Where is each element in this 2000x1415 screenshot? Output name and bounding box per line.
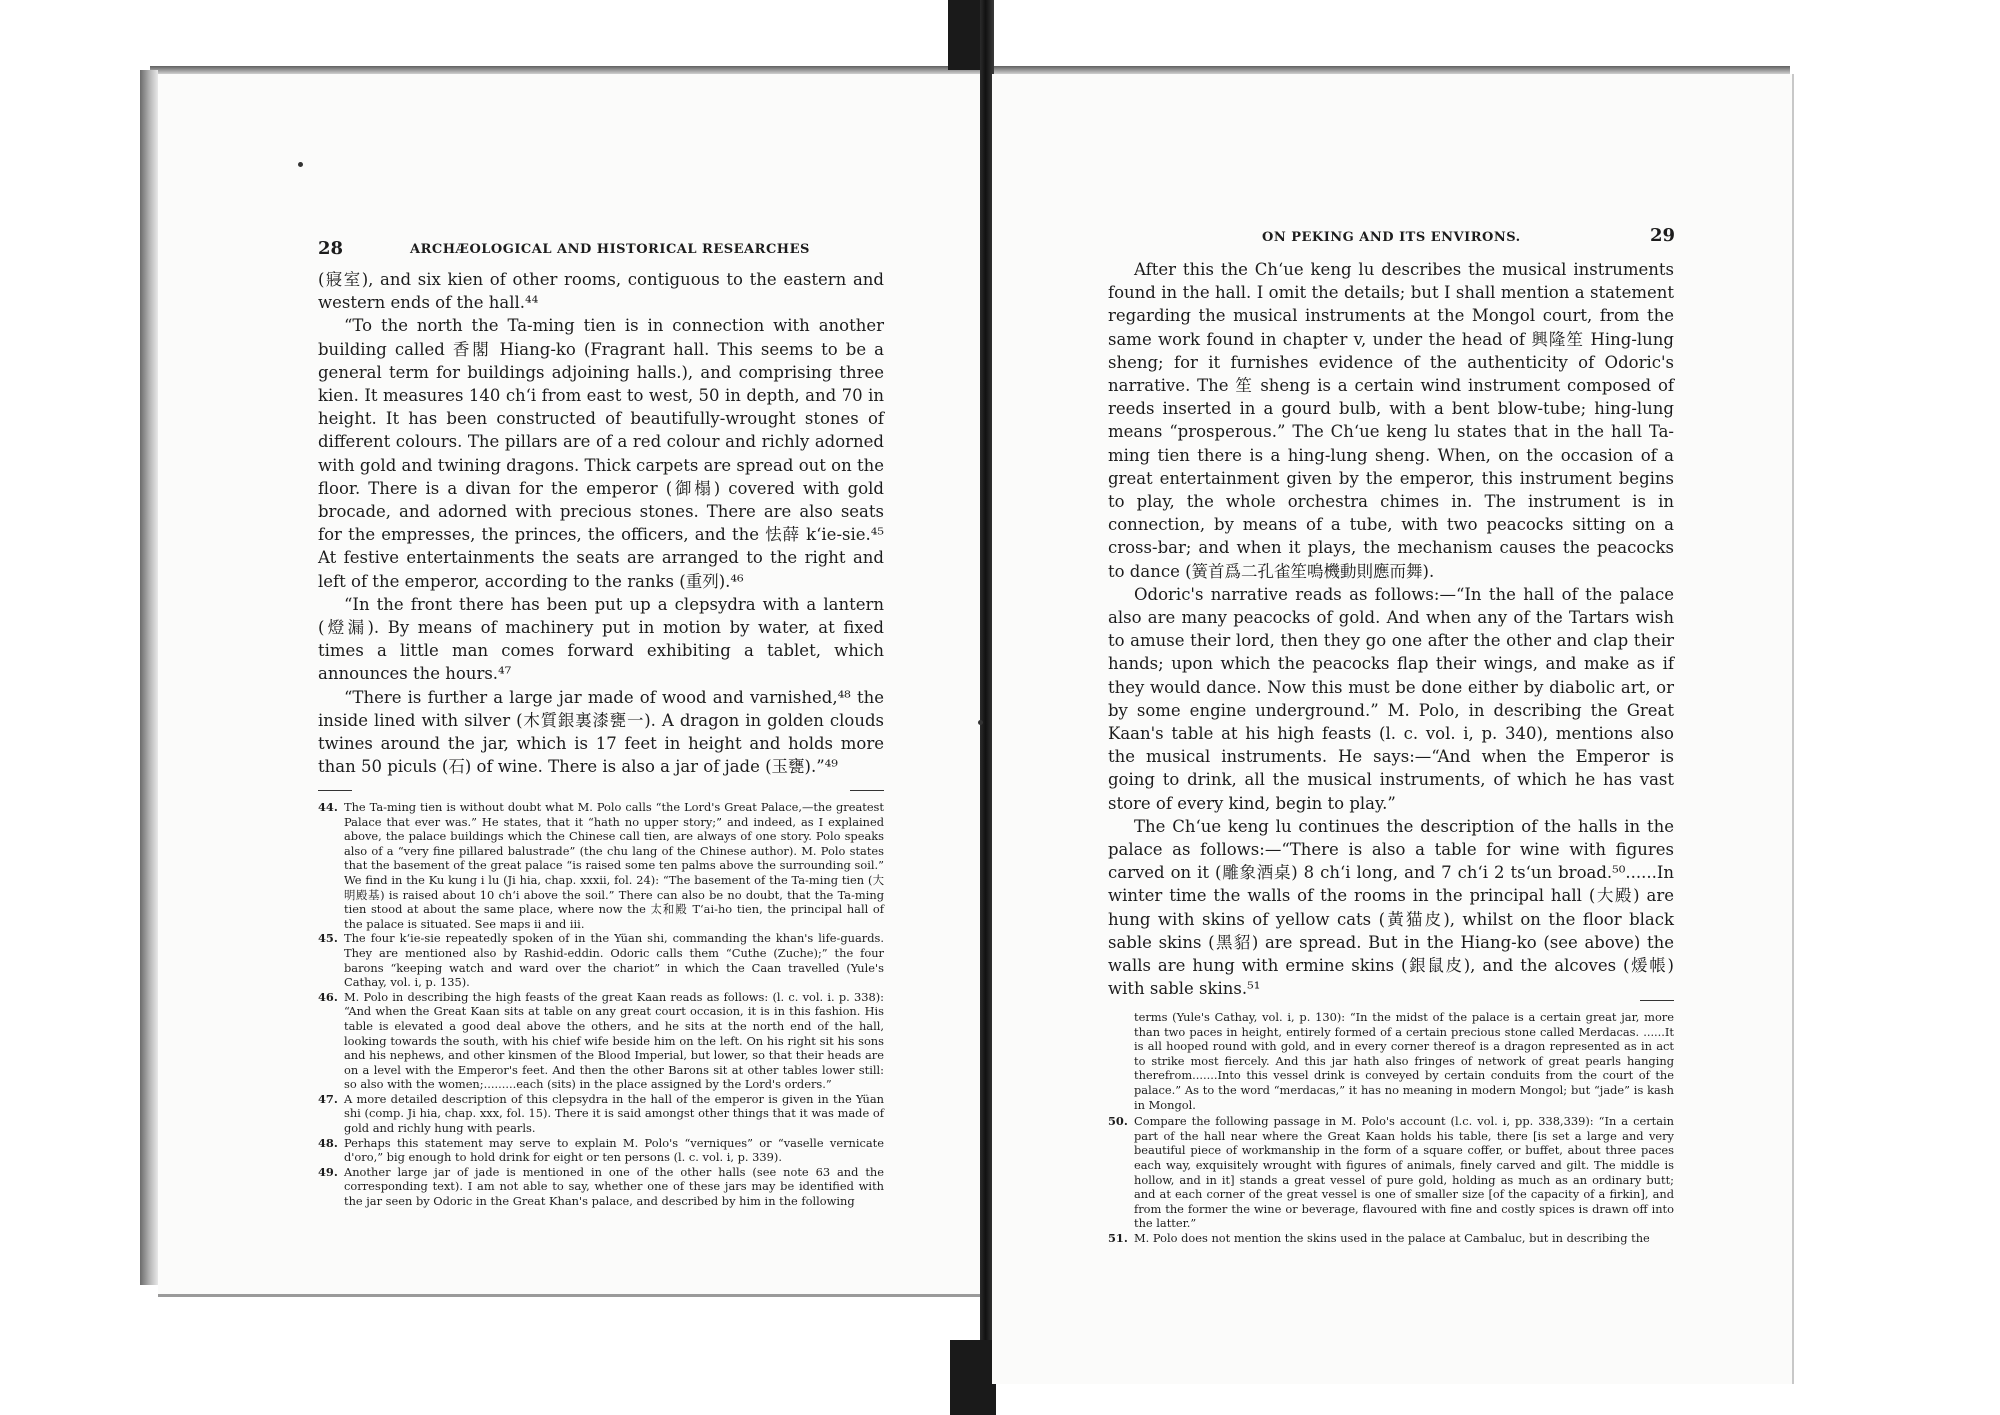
footnote (318, 1136, 884, 1165)
footnote-text: A more detailed description of this clepsydra in the hall of the emperor is given in the Yüan shi (comp. Ji hia, chap. xxx, fol. 15). There it is said amongst other things that it was made of gold and richly hung with pearls. (344, 1091, 884, 1136)
left-paragraph: “There is further a large jar made of wood and varnished,⁴⁸ the inside lined with silver (木質銀裏漆甕一). A dragon in golden clouds twines around the jar, which is 17 feet in height and holds more than 50 piculs (石) of wine. There is also a jar of jade (玉甕).”⁴⁹ (318, 687, 884, 777)
footnote-text: The four k‘ie-sie repeatedly spoken of in the Yüan shi, commanding the khan's life-guards. They are mentioned also by Rashid-eddin. Odoric calls them “Cuthe (Zuche);” the four barons “keeping watch and ward over the chariot” in which the Caan travelled (Yule's Cathay, vol. i, p. 135). (344, 931, 884, 990)
right-body-text (1108, 258, 1674, 1001)
footnote-number: 47. (318, 1091, 338, 1106)
right-footnote-rule (1640, 1000, 1674, 1001)
print-speck (978, 720, 983, 725)
right-paragraph: Odoric's narrative reads as follows:—“In the hall of the palace also are many peacocks of gold. And when any of the Tartars wish to amuse their lord, then they go one after the other and clap their hands; upon which the peacocks flap their wings, and make as if they would dance. Now this must be done either by diabolic art, or by some engine underground.” M. Polo, in describing the Great Kaan's table at his high feasts (l. c. vol. i, p. 340), mentions also the musical instruments. He says:—“And when the Emperor is going to drink, all the musical instruments, of which he has vast store of every kind, begin to play.” (1108, 584, 1674, 813)
footnote (1108, 1231, 1674, 1246)
footnote (318, 1092, 884, 1136)
footnote-text: M. Polo does not mention the skins used in the palace at Cambaluc, but in describing the (1134, 1230, 1650, 1245)
footnote-number: 49. (318, 1164, 338, 1179)
footnote (318, 990, 884, 1092)
left-page-number: 28 (318, 238, 344, 259)
right-running-header: ON PEKING AND ITS ENVIRONS. (1262, 230, 1521, 245)
left-running-header: ARCHÆOLOGICAL AND HISTORICAL RESEARCHES (410, 242, 810, 257)
left-footnotes (318, 800, 884, 1209)
footnote (318, 800, 884, 931)
footnote-number: 44. (318, 800, 338, 814)
left-paragraph: “To the north the Ta-ming tien is in connection with another building called 香閣 Hiang-ko (Fragrant hall. This seems to be a general term for buildings adjoining halls.), and comprising three kien. It measures 140 ch‘i from east to west, 50 in depth, and 70 in height. It has been constructed of beautifully-wrought stones of different colours. The pillars are of a red colour and richly adorned with gold and twining dragons. Thick carpets are spread out on the floor. There is a divan for the emperor (御榻) covered with gold brocade, and adorned with precious stones. There are also seats for the empresses, the princes, the officers, and the 怯薛 k‘ie-sie.⁴⁵ At festive entertainments the seats are arranged to the right and left of the emperor, according to the ranks (重列).⁴⁶ (318, 316, 884, 591)
footnote-text: M. Polo in describing the high feasts of the great Kaan reads as follows: (l. c. vol. i. p. 338): “And when the Great Kaan sits at table on any great court occasion, it is in this fashion. His table is elevated a good deal above the others, and he sits at the north end of the hall, looking towards the south, with his chief wife beside him on the left. On his right sit his sons and his nephews, and other kinsmen of the Blood Imperial, but lower, so that their heads are on a level with the Emperor's feet. And then the other Barons sit at other tables lower still: so also with the women;.........each (sits) in the place assigned by the Lord's orders.” (344, 989, 884, 1092)
footnote (318, 1165, 884, 1209)
footnote-text: Another large jar of jade is mentioned in one of the other halls (see note 63 and the corresponding text). I am not able to say, whether one of these jars may be identified with the jar seen by Odoric in the Great Khan's palace, and described by him in the following (344, 1164, 884, 1209)
footnote-text: Perhaps this statement may serve to explain M. Polo's “verniques” or “vaselle vernicate d'oro,” big enough to hold drink for eight or ten persons (l. c. vol. i, p. 339). (344, 1135, 884, 1165)
right-paragraph: After this the Ch‘ue keng lu describes the musical instruments found in the hall. I omit the details; but I shall mention a statement regarding the musical instruments at the Mongol court, from the same work found in chapter v, under the head of 興隆笙 Hing-lung sheng; for it furnishes evidence of the authenticity of Odoric's narrative. The 笙 sheng is a certain wind instrument composed of reeds inserted in a gourd bulb, with a bent blow-tube; hing-lung means “prosperous.” The Ch‘ue keng lu states that in the hall Ta-ming tien there is a hing-lung sheng. When, on the occasion of a great entertainment given by the emperor, this instrument begins to play, the whole orchestra chimes in. The instrument is in connection, by means of a tube, with two peacocks sitting on a cross-bar; and when it plays, the mechanism causes the peacocks to dance (簧首爲二孔雀笙鳴機動則應而舞). (1108, 260, 1674, 581)
left-footnote-rule-a (318, 790, 352, 791)
footnote-number: 48. (318, 1135, 338, 1150)
footnote-number: 46. (318, 989, 338, 1004)
left-body-text (318, 268, 884, 778)
left-paragraph: “In the front there has been put up a clepsydra with a lantern (燈漏). By means of machinery put in motion by water, at fixed times a little man comes forward exhibiting a tablet, which announces the hours.⁴⁷ (318, 594, 884, 684)
footnote-text: Compare the following passage in M. Polo's account (l.c. vol. i, pp. 338,339): “In a certain part of the hall near where the Great Kaan holds his table, there [is set a large and very beautiful piece of workmanship in the form of a square coffer, or buffet, about three paces each way, exquisitely wrought with figures of animals, finely carved and gilt. The middle is hollow, and in it] stands a great vessel of pure gold, holding as much as an ordinary butt; and at each corner of the great vessel is one of smaller size [of the capacity of a firkin], and from the former the wine or beverage, flavoured with fine and costly spices is drawn off into the latter.” (1134, 1114, 1674, 1231)
right-footnotes (1108, 1010, 1674, 1246)
footnote-continuation: terms (Yule's Cathay, vol. i, p. 130): “In the midst of the palace is a certain great jar, more than two paces in height, entirely formed of a certain precious stone called Merdacas. ......It is all hooped round with gold, and in every corner thereof is a dragon represented as in act to strike most fiercely. And this jar hath also fringes of network of great pearls hanging therefrom.......Into this vessel drink is conveyed by certain conduits from the court of the palace.” As to the word “merdacas,” it has no meaning in modern Mongol; but “jade” is kash in Mongol. (1134, 1010, 1674, 1112)
left-footnote-rule-b (850, 790, 884, 791)
book-left-edge (140, 70, 158, 1285)
right-paragraph: The Ch‘ue keng lu continues the description of the halls in the palace as follows:—“There is also a table for wine with figures carved on it (雕象酒桌) 8 ch‘i long, and 7 ch‘i 2 ts‘un broad.⁵⁰......In winter time the walls of the rooms in the principal hall (大殿) are hung with skins of yellow cats (黃猫皮), whilst on the floor black sable skins (黑貂) are spread. But in the Hiang-ko (see above) the walls are hung with ermine skins (銀鼠皮), and the alcoves (煖帳) with sable skins.⁵¹ (1108, 816, 1674, 999)
footnote-number: 50. (1108, 1114, 1128, 1129)
print-speck (298, 162, 303, 167)
footnote-number: 45. (318, 931, 338, 946)
left-paragraph: (寢室), and six kien of other rooms, contiguous to the eastern and western ends of the hall.⁴⁴ (318, 270, 884, 313)
footnote-text: The Ta-ming tien is without doubt what M. Polo calls “the Lord's Great Palace,—the greatest Palace that ever was.” He states, that it “hath no upper story;” and indeed, as I explained above, the palace buildings which the Chinese call tien, are always of one story. Polo speaks also of a “very fine pillared balustrade” (the chu lang of the Chinese author). M. Polo states that the basement of the great palace “is raised some ten palms above the surrounding soil.” We find in the Ku kung i lu (Ji hia, chap. xxxii, fol. 24): “The basement of the Ta-ming tien (大明殿基) is raised about 10 ch‘i above the soil.” There can also be no doubt, that the Ta-ming tien stood at about the same place, where now the 太和殿 T‘ai-ho tien, the principal hall of the palace is situated. See maps ii and iii. (344, 800, 884, 931)
footnote (318, 931, 884, 989)
footnote-number: 51. (1108, 1230, 1128, 1245)
right-page-number: 29 (1650, 225, 1676, 246)
footnote (1108, 1114, 1674, 1231)
spine-bottom (950, 1340, 996, 1415)
